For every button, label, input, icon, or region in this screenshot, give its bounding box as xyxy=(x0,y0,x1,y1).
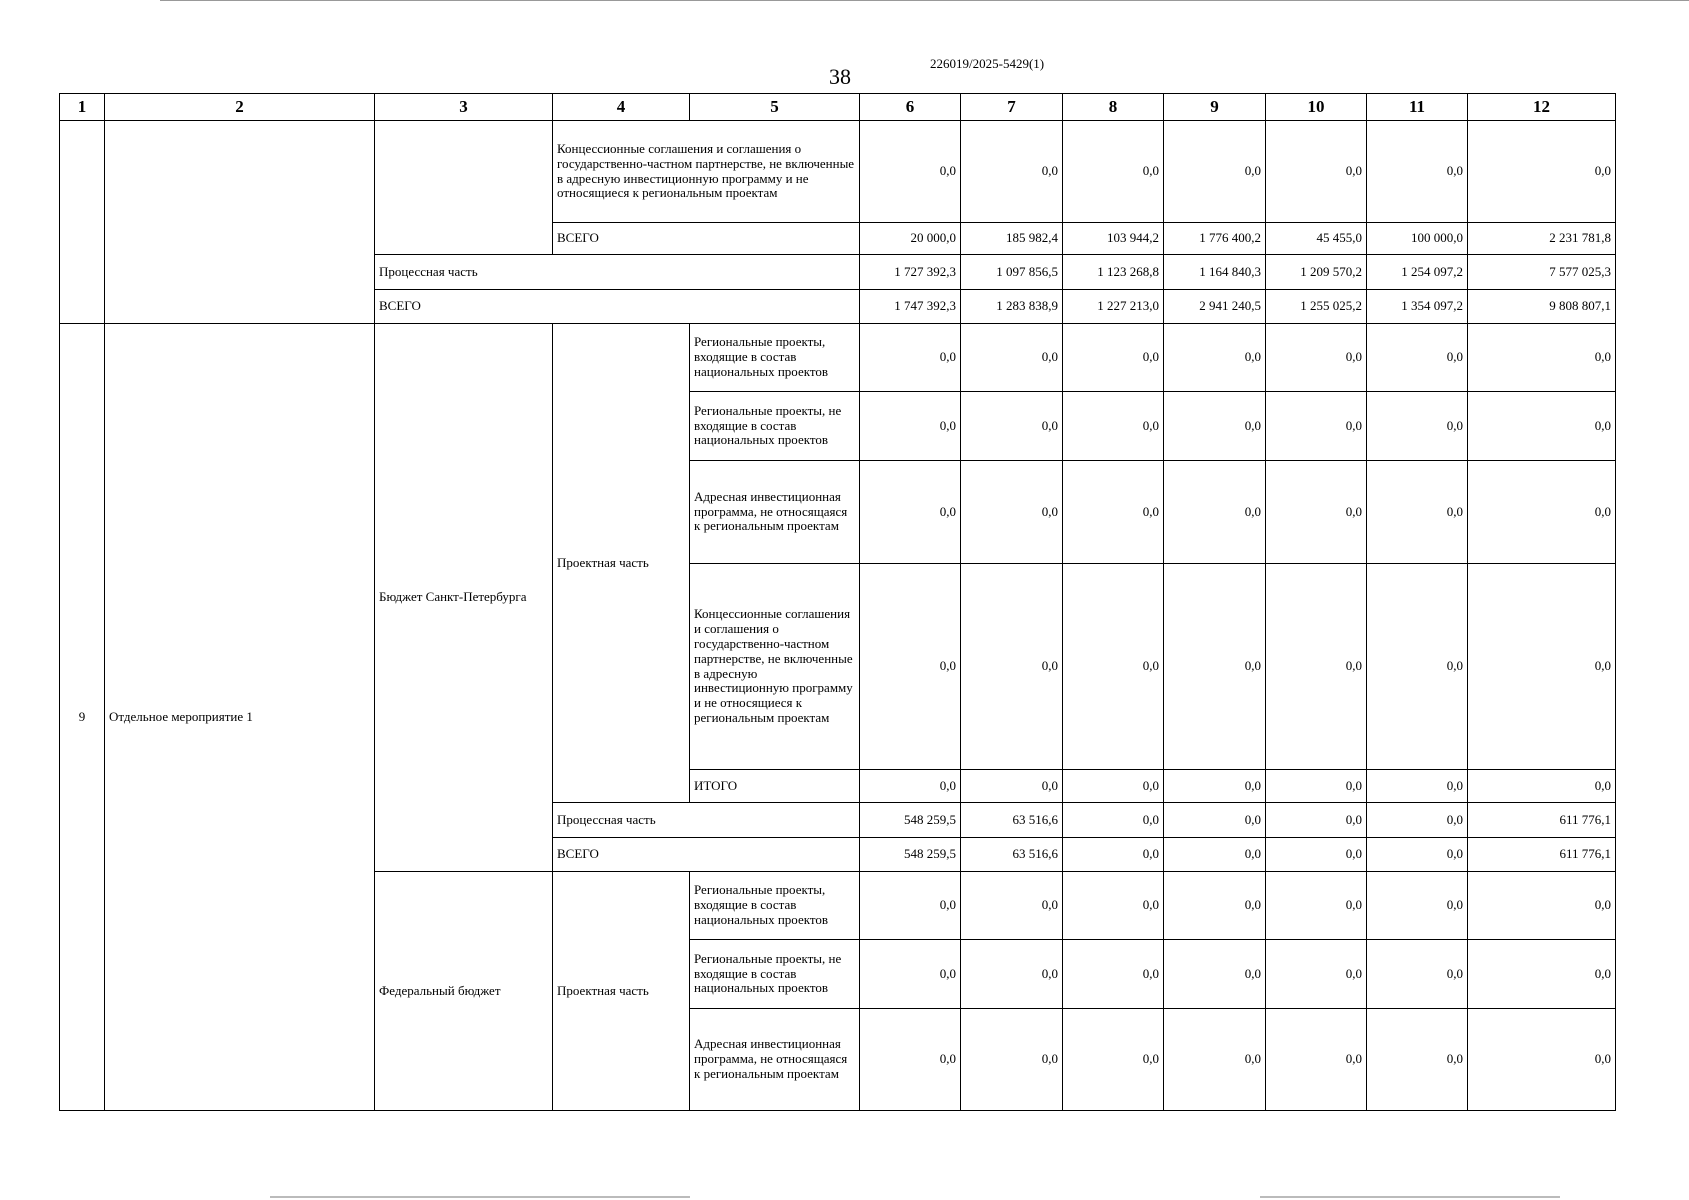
value-cell: 0,0 xyxy=(1468,770,1616,803)
funding-source: Федеральный бюджет xyxy=(375,872,553,1111)
value-cell: 0,0 xyxy=(1367,940,1468,1009)
value-cell: 0,0 xyxy=(860,121,961,223)
row-label: Региональные проекты, входящие в состав национальных проектов xyxy=(690,872,860,940)
value-cell: 0,0 xyxy=(1063,770,1164,803)
value-cell: 0,0 xyxy=(860,392,961,461)
value-cell: 0,0 xyxy=(1266,838,1367,872)
item-name: Отдельное мероприятие 1 xyxy=(105,324,375,1111)
value-cell: 0,0 xyxy=(961,770,1063,803)
value-cell: 0,0 xyxy=(1164,461,1266,564)
value-cell: 0,0 xyxy=(860,564,961,770)
document-id: 226019/2025-5429(1) xyxy=(930,56,1045,71)
value-cell: 0,0 xyxy=(860,872,961,940)
value-cell: 548 259,5 xyxy=(860,838,961,872)
value-cell: 611 776,1 xyxy=(1468,803,1616,838)
value-cell: 0,0 xyxy=(961,1009,1063,1111)
value-cell: 1 097 856,5 xyxy=(961,255,1063,290)
value-cell: 0,0 xyxy=(1468,461,1616,564)
value-cell: 0,0 xyxy=(1266,1009,1367,1111)
value-cell: 0,0 xyxy=(961,872,1063,940)
value-cell: 45 455,0 xyxy=(1266,223,1367,255)
budget-table xyxy=(59,93,1616,1111)
column-header: 6 xyxy=(860,94,961,121)
value-cell: 0,0 xyxy=(1164,872,1266,940)
value-cell: 63 516,6 xyxy=(961,803,1063,838)
column-header: 2 xyxy=(105,94,375,121)
column-header: 4 xyxy=(553,94,690,121)
row-label: ВСЕГО xyxy=(553,223,860,255)
value-cell: 0,0 xyxy=(961,940,1063,1009)
value-cell: 2 231 781,8 xyxy=(1468,223,1616,255)
funding-source: Бюджет Санкт-Петербурга xyxy=(375,324,553,872)
row-label: Региональные проекты, не входящие в состав национальных проектов xyxy=(690,392,860,461)
value-cell: 1 776 400,2 xyxy=(1164,223,1266,255)
row-label: Процессная часть xyxy=(375,255,860,290)
value-cell: 0,0 xyxy=(860,770,961,803)
budget-part: Проектная часть xyxy=(553,872,690,1111)
value-cell: 0,0 xyxy=(1164,121,1266,223)
value-cell: 0,0 xyxy=(1266,121,1367,223)
value-cell: 0,0 xyxy=(1266,392,1367,461)
value-cell: 2 941 240,5 xyxy=(1164,290,1266,324)
value-cell: 0,0 xyxy=(1468,564,1616,770)
value-cell: 103 944,2 xyxy=(1063,223,1164,255)
value-cell: 0,0 xyxy=(961,324,1063,392)
value-cell: 0,0 xyxy=(1367,838,1468,872)
value-cell: 0,0 xyxy=(1468,940,1616,1009)
row-label: Концессионные соглашения и соглашения о государственно-частном партнерстве, не включенные в адресную инвестиционную программу и не относящиеся к региональным проектам xyxy=(553,121,860,223)
value-cell: 0,0 xyxy=(1063,564,1164,770)
page-number: 38 xyxy=(829,64,851,89)
column-header: 1 xyxy=(60,94,105,121)
row-label: Региональные проекты, не входящие в состав национальных проектов xyxy=(690,940,860,1009)
value-cell: 0,0 xyxy=(1063,392,1164,461)
table-row xyxy=(60,121,1616,223)
value-cell: 0,0 xyxy=(1063,324,1164,392)
row-label: ВСЕГО xyxy=(553,838,860,872)
value-cell: 0,0 xyxy=(1164,770,1266,803)
row-label: ВСЕГО xyxy=(375,290,860,324)
value-cell: 0,0 xyxy=(1164,838,1266,872)
column-header: 12 xyxy=(1468,94,1616,121)
value-cell: 0,0 xyxy=(860,461,961,564)
value-cell: 1 209 570,2 xyxy=(1266,255,1367,290)
value-cell: 0,0 xyxy=(1367,121,1468,223)
value-cell: 0,0 xyxy=(860,940,961,1009)
row-label: Концессионные соглашения и соглашения о государственно-частном партнерстве, не включенные в адресную инвестиционную программу и не относящиеся к региональным проектам xyxy=(690,564,860,770)
value-cell: 0,0 xyxy=(1266,461,1367,564)
value-cell: 0,0 xyxy=(1266,940,1367,1009)
value-cell: 0,0 xyxy=(860,1009,961,1111)
value-cell: 548 259,5 xyxy=(860,803,961,838)
value-cell: 0,0 xyxy=(1063,803,1164,838)
value-cell: 0,0 xyxy=(1063,838,1164,872)
value-cell: 100 000,0 xyxy=(1367,223,1468,255)
value-cell: 20 000,0 xyxy=(860,223,961,255)
value-cell: 0,0 xyxy=(961,121,1063,223)
row-label: Адресная инвестиционная программа, не относящаяся к региональным проектам xyxy=(690,1009,860,1111)
value-cell: 0,0 xyxy=(1063,461,1164,564)
value-cell: 1 283 838,9 xyxy=(961,290,1063,324)
value-cell: 0,0 xyxy=(1266,324,1367,392)
value-cell: 1 747 392,3 xyxy=(860,290,961,324)
value-cell: 0,0 xyxy=(1367,461,1468,564)
value-cell: 0,0 xyxy=(1164,803,1266,838)
value-cell: 0,0 xyxy=(1367,803,1468,838)
value-cell: 0,0 xyxy=(1063,121,1164,223)
value-cell: 1 227 213,0 xyxy=(1063,290,1164,324)
row-label: ИТОГО xyxy=(690,770,860,803)
column-header: 11 xyxy=(1367,94,1468,121)
empty-name-cell xyxy=(105,121,375,324)
value-cell: 0,0 xyxy=(1164,1009,1266,1111)
column-header: 8 xyxy=(1063,94,1164,121)
table-row xyxy=(60,324,1616,392)
value-cell: 0,0 xyxy=(1063,940,1164,1009)
row-label: Адресная инвестиционная программа, не относящаяся к региональным проектам xyxy=(690,461,860,564)
value-cell: 63 516,6 xyxy=(961,838,1063,872)
value-cell: 0,0 xyxy=(860,324,961,392)
value-cell: 9 808 807,1 xyxy=(1468,290,1616,324)
value-cell: 0,0 xyxy=(1468,324,1616,392)
value-cell: 1 255 025,2 xyxy=(1266,290,1367,324)
value-cell: 0,0 xyxy=(1164,564,1266,770)
value-cell: 1 123 268,8 xyxy=(1063,255,1164,290)
value-cell: 0,0 xyxy=(1164,324,1266,392)
value-cell: 0,0 xyxy=(1468,1009,1616,1111)
value-cell: 7 577 025,3 xyxy=(1468,255,1616,290)
value-cell: 1 727 392,3 xyxy=(860,255,961,290)
value-cell: 0,0 xyxy=(1367,872,1468,940)
scan-edge-mark xyxy=(1260,1196,1560,1198)
value-cell: 0,0 xyxy=(961,461,1063,564)
value-cell: 1 254 097,2 xyxy=(1367,255,1468,290)
value-cell: 0,0 xyxy=(1367,324,1468,392)
item-number: 9 xyxy=(60,324,105,1111)
value-cell: 0,0 xyxy=(1266,872,1367,940)
value-cell: 0,0 xyxy=(1266,770,1367,803)
value-cell: 0,0 xyxy=(961,564,1063,770)
value-cell: 0,0 xyxy=(961,392,1063,461)
column-header: 10 xyxy=(1266,94,1367,121)
scan-edge-line xyxy=(160,0,1689,1)
value-cell: 0,0 xyxy=(1063,1009,1164,1111)
value-cell: 0,0 xyxy=(1468,121,1616,223)
value-cell: 0,0 xyxy=(1468,872,1616,940)
column-header: 3 xyxy=(375,94,553,121)
value-cell: 0,0 xyxy=(1367,770,1468,803)
column-header: 9 xyxy=(1164,94,1266,121)
row-label: Региональные проекты, входящие в состав национальных проектов xyxy=(690,324,860,392)
value-cell: 0,0 xyxy=(1468,392,1616,461)
column-header-row xyxy=(60,94,1616,121)
value-cell: 0,0 xyxy=(1266,803,1367,838)
value-cell: 0,0 xyxy=(1063,872,1164,940)
value-cell: 0,0 xyxy=(1367,1009,1468,1111)
column-header: 7 xyxy=(961,94,1063,121)
value-cell: 185 982,4 xyxy=(961,223,1063,255)
column-header: 5 xyxy=(690,94,860,121)
value-cell: 0,0 xyxy=(1164,940,1266,1009)
value-cell: 0,0 xyxy=(1367,392,1468,461)
empty-number-cell xyxy=(60,121,105,324)
value-cell: 0,0 xyxy=(1266,564,1367,770)
value-cell: 0,0 xyxy=(1164,392,1266,461)
row-label: Процессная часть xyxy=(553,803,860,838)
value-cell: 1 354 097,2 xyxy=(1367,290,1468,324)
value-cell: 1 164 840,3 xyxy=(1164,255,1266,290)
value-cell: 0,0 xyxy=(1367,564,1468,770)
budget-part: Проектная часть xyxy=(553,324,690,803)
value-cell: 611 776,1 xyxy=(1468,838,1616,872)
empty-source-cell xyxy=(375,121,553,255)
scan-edge-mark xyxy=(270,1196,690,1198)
